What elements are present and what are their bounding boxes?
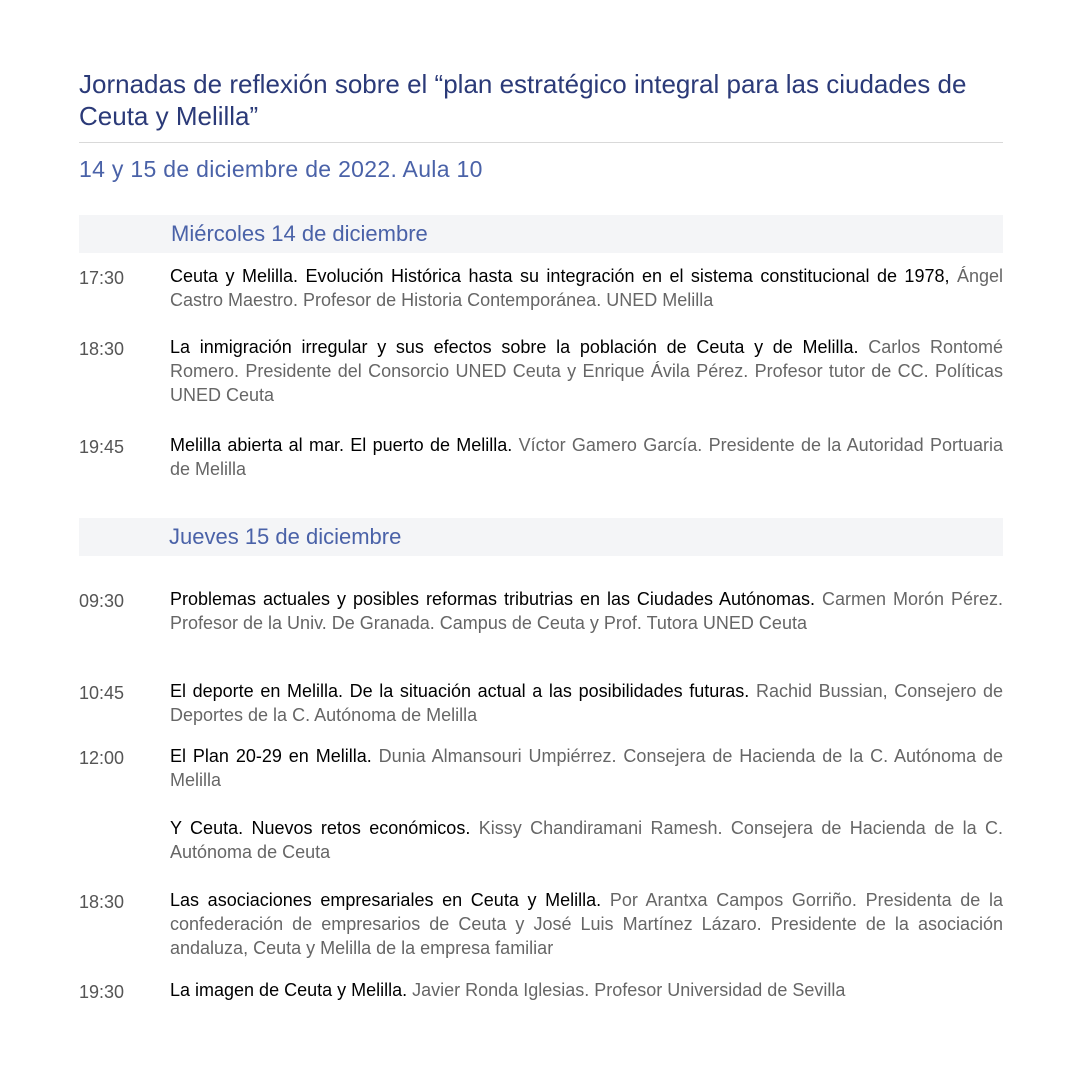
session-topic: Melilla abierta al mar. El puerto de Melilla.: [170, 435, 513, 455]
session-topic: El Plan 20-29 en Melilla.: [170, 746, 372, 766]
session-speaker: Por Arantxa Campos Gorriño. Presidenta de la confederación de empresarios de Ceuta y José Luis Martínez Lázaro. Presidente de la asociación andaluza, Ceuta y Melilla de la empresa familiar: [170, 890, 1003, 958]
session-description: [170, 978, 1003, 1002]
session-description: [170, 335, 1003, 407]
session-speaker: Kissy Chandiramani Ramesh. Consejera de Hacienda de la C. Autónoma de Ceuta: [170, 818, 1003, 862]
session-topic: La inmigración irregular y sus efectos sobre la población de Ceuta y de Melilla.: [170, 337, 859, 357]
session-topic: La imagen de Ceuta y Melilla.: [170, 980, 408, 1000]
session-topic: Las asociaciones empresariales en Ceuta y Melilla.: [170, 890, 602, 910]
session-time: 19:30: [79, 982, 125, 1002]
session-speaker: Javier Ronda Iglesias. Profesor Universidad de Sevilla: [407, 980, 846, 1000]
title-divider: [79, 142, 1003, 143]
session-speaker: Ángel Castro Maestro. Profesor de Historia Contemporánea. UNED Melilla: [170, 266, 1003, 310]
session-time: 18:30: [79, 892, 125, 912]
session-topic: Problemas actuales y posibles reformas tributrias en las Ciudades Autónomas.: [170, 589, 816, 609]
session-description: [170, 264, 1003, 312]
session-description: [170, 744, 1003, 792]
day-label: Jueves 15 de diciembre: [169, 524, 402, 549]
session-time: 19:45: [79, 437, 125, 457]
session-time: 17:30: [79, 268, 125, 288]
session-speaker: Víctor Gamero García. Presidente de la Autoridad Portuaria de Melilla: [170, 435, 1003, 479]
session-speaker: Carmen Morón Pérez. Profesor de la Univ. De Granada. Campus de Ceuta y Prof. Tutora UNED Ceuta: [170, 589, 1003, 633]
session-time: 12:00: [79, 748, 125, 768]
session-description: [170, 679, 1003, 727]
session-description: [170, 433, 1003, 481]
session-speaker: Carlos Rontomé Romero. Presidente del Consorcio UNED Ceuta y Enrique Ávila Pérez. Profesor tutor de CC. Políticas UNED Ceuta: [170, 337, 1003, 405]
session-description: [170, 587, 1003, 635]
day-label: Miércoles 14 de diciembre: [171, 221, 428, 246]
session-time: 10:45: [79, 683, 125, 703]
session-description: [170, 816, 1003, 864]
session-description: [170, 888, 1003, 960]
session-time: 09:30: [79, 591, 125, 611]
session-time: 18:30: [79, 339, 125, 359]
day-header-wednesday: [79, 215, 1003, 253]
day-header-thursday: [79, 518, 1003, 556]
session-speaker: Rachid Bussian, Consejero de Deportes de la C. Autónoma de Melilla: [170, 681, 1003, 725]
session-speaker: Dunia Almansouri Umpiérrez. Consejera de Hacienda de la C. Autónoma de Melilla: [170, 746, 1003, 790]
session-topic: Y Ceuta. Nuevos retos económicos.: [170, 818, 471, 838]
event-date-location: 14 y 15 de diciembre de 2022. Aula 10: [79, 156, 483, 182]
session-topic: Ceuta y Melilla. Evolución Histórica hasta su integración en el sistema constitucional de 1978,: [170, 266, 950, 286]
session-topic: El deporte en Melilla. De la situación actual a las posibilidades futuras.: [170, 681, 750, 701]
page-title: Jornadas de reflexión sobre el “plan estratégico integral para las ciudades de Ceuta y Melilla”: [79, 69, 967, 131]
